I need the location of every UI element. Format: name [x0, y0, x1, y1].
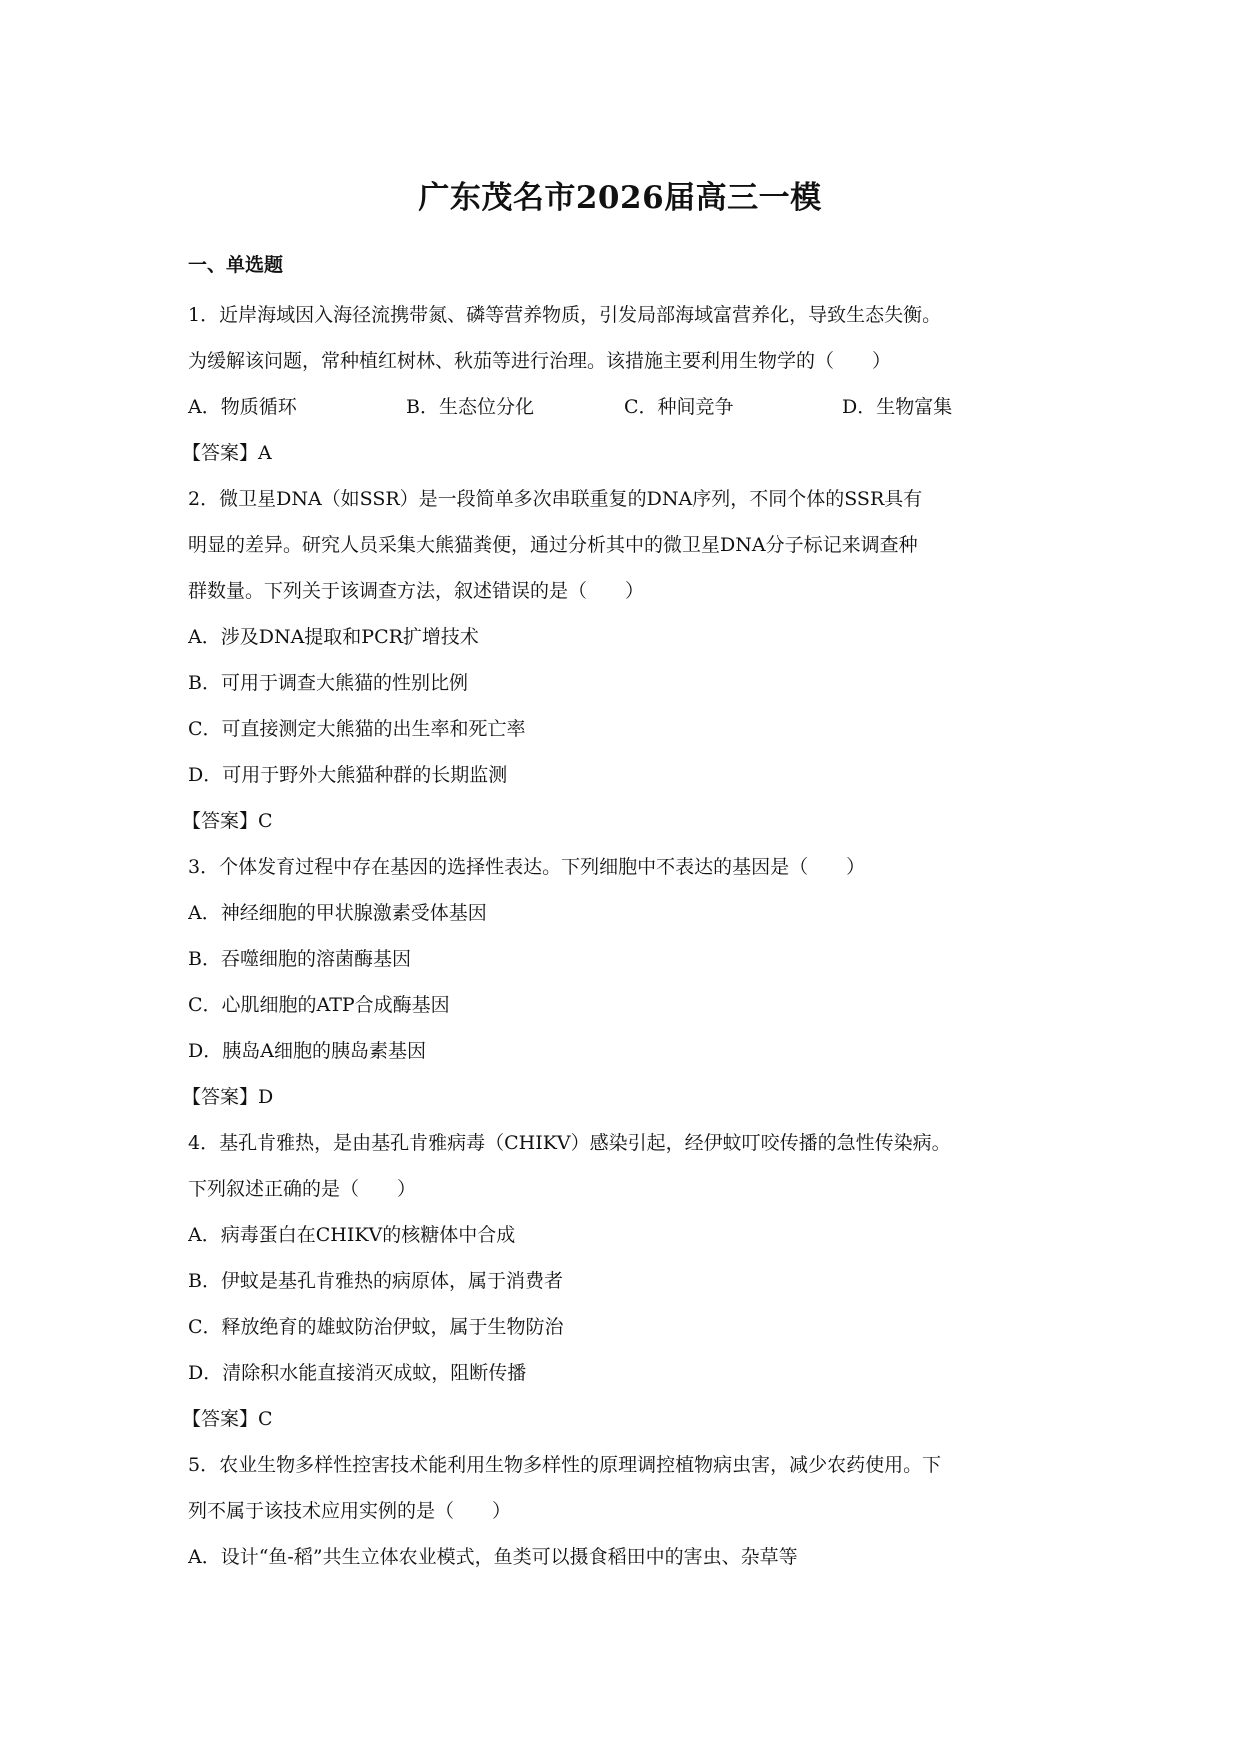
question-2-option-b: B．可用于调查大熊猫的性别比例	[188, 672, 468, 694]
question-4-stem-line-1: 4．基孔肯雅热，是由基孔肯雅病毒（CHIKV）感染引起，经伊蚊叮咬传播的急性传染病。	[188, 1132, 951, 1154]
question-1-stem-line-1: 1．近岸海域因入海径流携带氮、磷等营养物质，引发局部海域富营养化，导致生态失衡。	[188, 304, 942, 326]
question-5-option-a: A．设计“鱼-稻”共生立体农业模式，鱼类可以摄食稻田中的害虫、杂草等	[188, 1546, 798, 1568]
page-title: 广东茂名市2026届高三一模	[418, 180, 822, 216]
question-2-stem-line-1: 2．微卫星DNA（如SSR）是一段简单多次串联重复的DNA序列，不同个体的SSR具有	[188, 488, 923, 510]
question-4-stem-line-2: 下列叙述正确的是（ ）	[188, 1178, 417, 1200]
question-1-option-b: B．生态位分化	[406, 396, 534, 418]
question-3-option-d: D．胰岛A细胞的胰岛素基因	[188, 1040, 426, 1062]
section-heading: 一、单选题	[188, 254, 284, 276]
question-5-stem-line-2: 列不属于该技术应用实例的是（ ）	[188, 1500, 512, 1522]
question-4-answer: 【答案】C	[182, 1408, 273, 1430]
question-3-option-b: B．吞噬细胞的溶菌酶基因	[188, 948, 411, 970]
question-1-option-d: D．生物富集	[842, 396, 953, 418]
question-3-option-c: C．心肌细胞的ATP合成酶基因	[188, 994, 450, 1016]
question-2-stem-line-3: 群数量。下列关于该调查方法，叙述错误的是（ ）	[188, 580, 645, 602]
question-4-option-d: D．清除积水能直接消灭成蚊，阻断传播	[188, 1362, 527, 1384]
question-1	[182, 292, 1060, 476]
question-5-stem-line-1: 5．农业生物多样性控害技术能利用生物多样性的原理调控植物病虫害，减少农药使用。下	[188, 1454, 942, 1476]
question-1-options	[188, 384, 1060, 430]
question-1-option-c: C．种间竞争	[624, 396, 734, 418]
question-2-answer: 【答案】C	[182, 810, 273, 832]
question-3-answer: 【答案】D	[182, 1086, 274, 1108]
question-1-option-a: A．物质循环	[188, 396, 297, 418]
question-2-option-c: C．可直接测定大熊猫的出生率和死亡率	[188, 718, 526, 740]
question-3	[182, 844, 1060, 1120]
question-2-option-a: A．涉及DNA提取和PCR扩增技术	[188, 626, 479, 648]
question-2-option-d: D．可用于野外大熊猫种群的长期监测	[188, 764, 508, 786]
question-2-stem-line-2: 明显的差异。研究人员采集大熊猫粪便，通过分析其中的微卫星DNA分子标记来调查种	[188, 534, 918, 556]
question-1-answer: 【答案】A	[182, 442, 272, 464]
question-4-option-b: B．伊蚊是基孔肯雅热的病原体，属于消费者	[188, 1270, 563, 1292]
question-3-option-a: A．神经细胞的甲状腺激素受体基因	[188, 902, 487, 924]
question-4-option-a: A．病毒蛋白在CHIKV的核糖体中合成	[188, 1224, 516, 1246]
question-1-stem-line-2: 为缓解该问题，常种植红树林、秋茄等进行治理。该措施主要利用生物学的（ ）	[188, 350, 892, 372]
question-3-stem-line-1: 3．个体发育过程中存在基因的选择性表达。下列细胞中不表达的基因是（ ）	[188, 856, 866, 878]
question-4-option-c: C．释放绝育的雄蚊防治伊蚊，属于生物防治	[188, 1316, 564, 1338]
question-2	[182, 476, 1060, 844]
question-5	[188, 1442, 1060, 1580]
question-4	[182, 1120, 1060, 1442]
exam-content	[182, 250, 1060, 1580]
